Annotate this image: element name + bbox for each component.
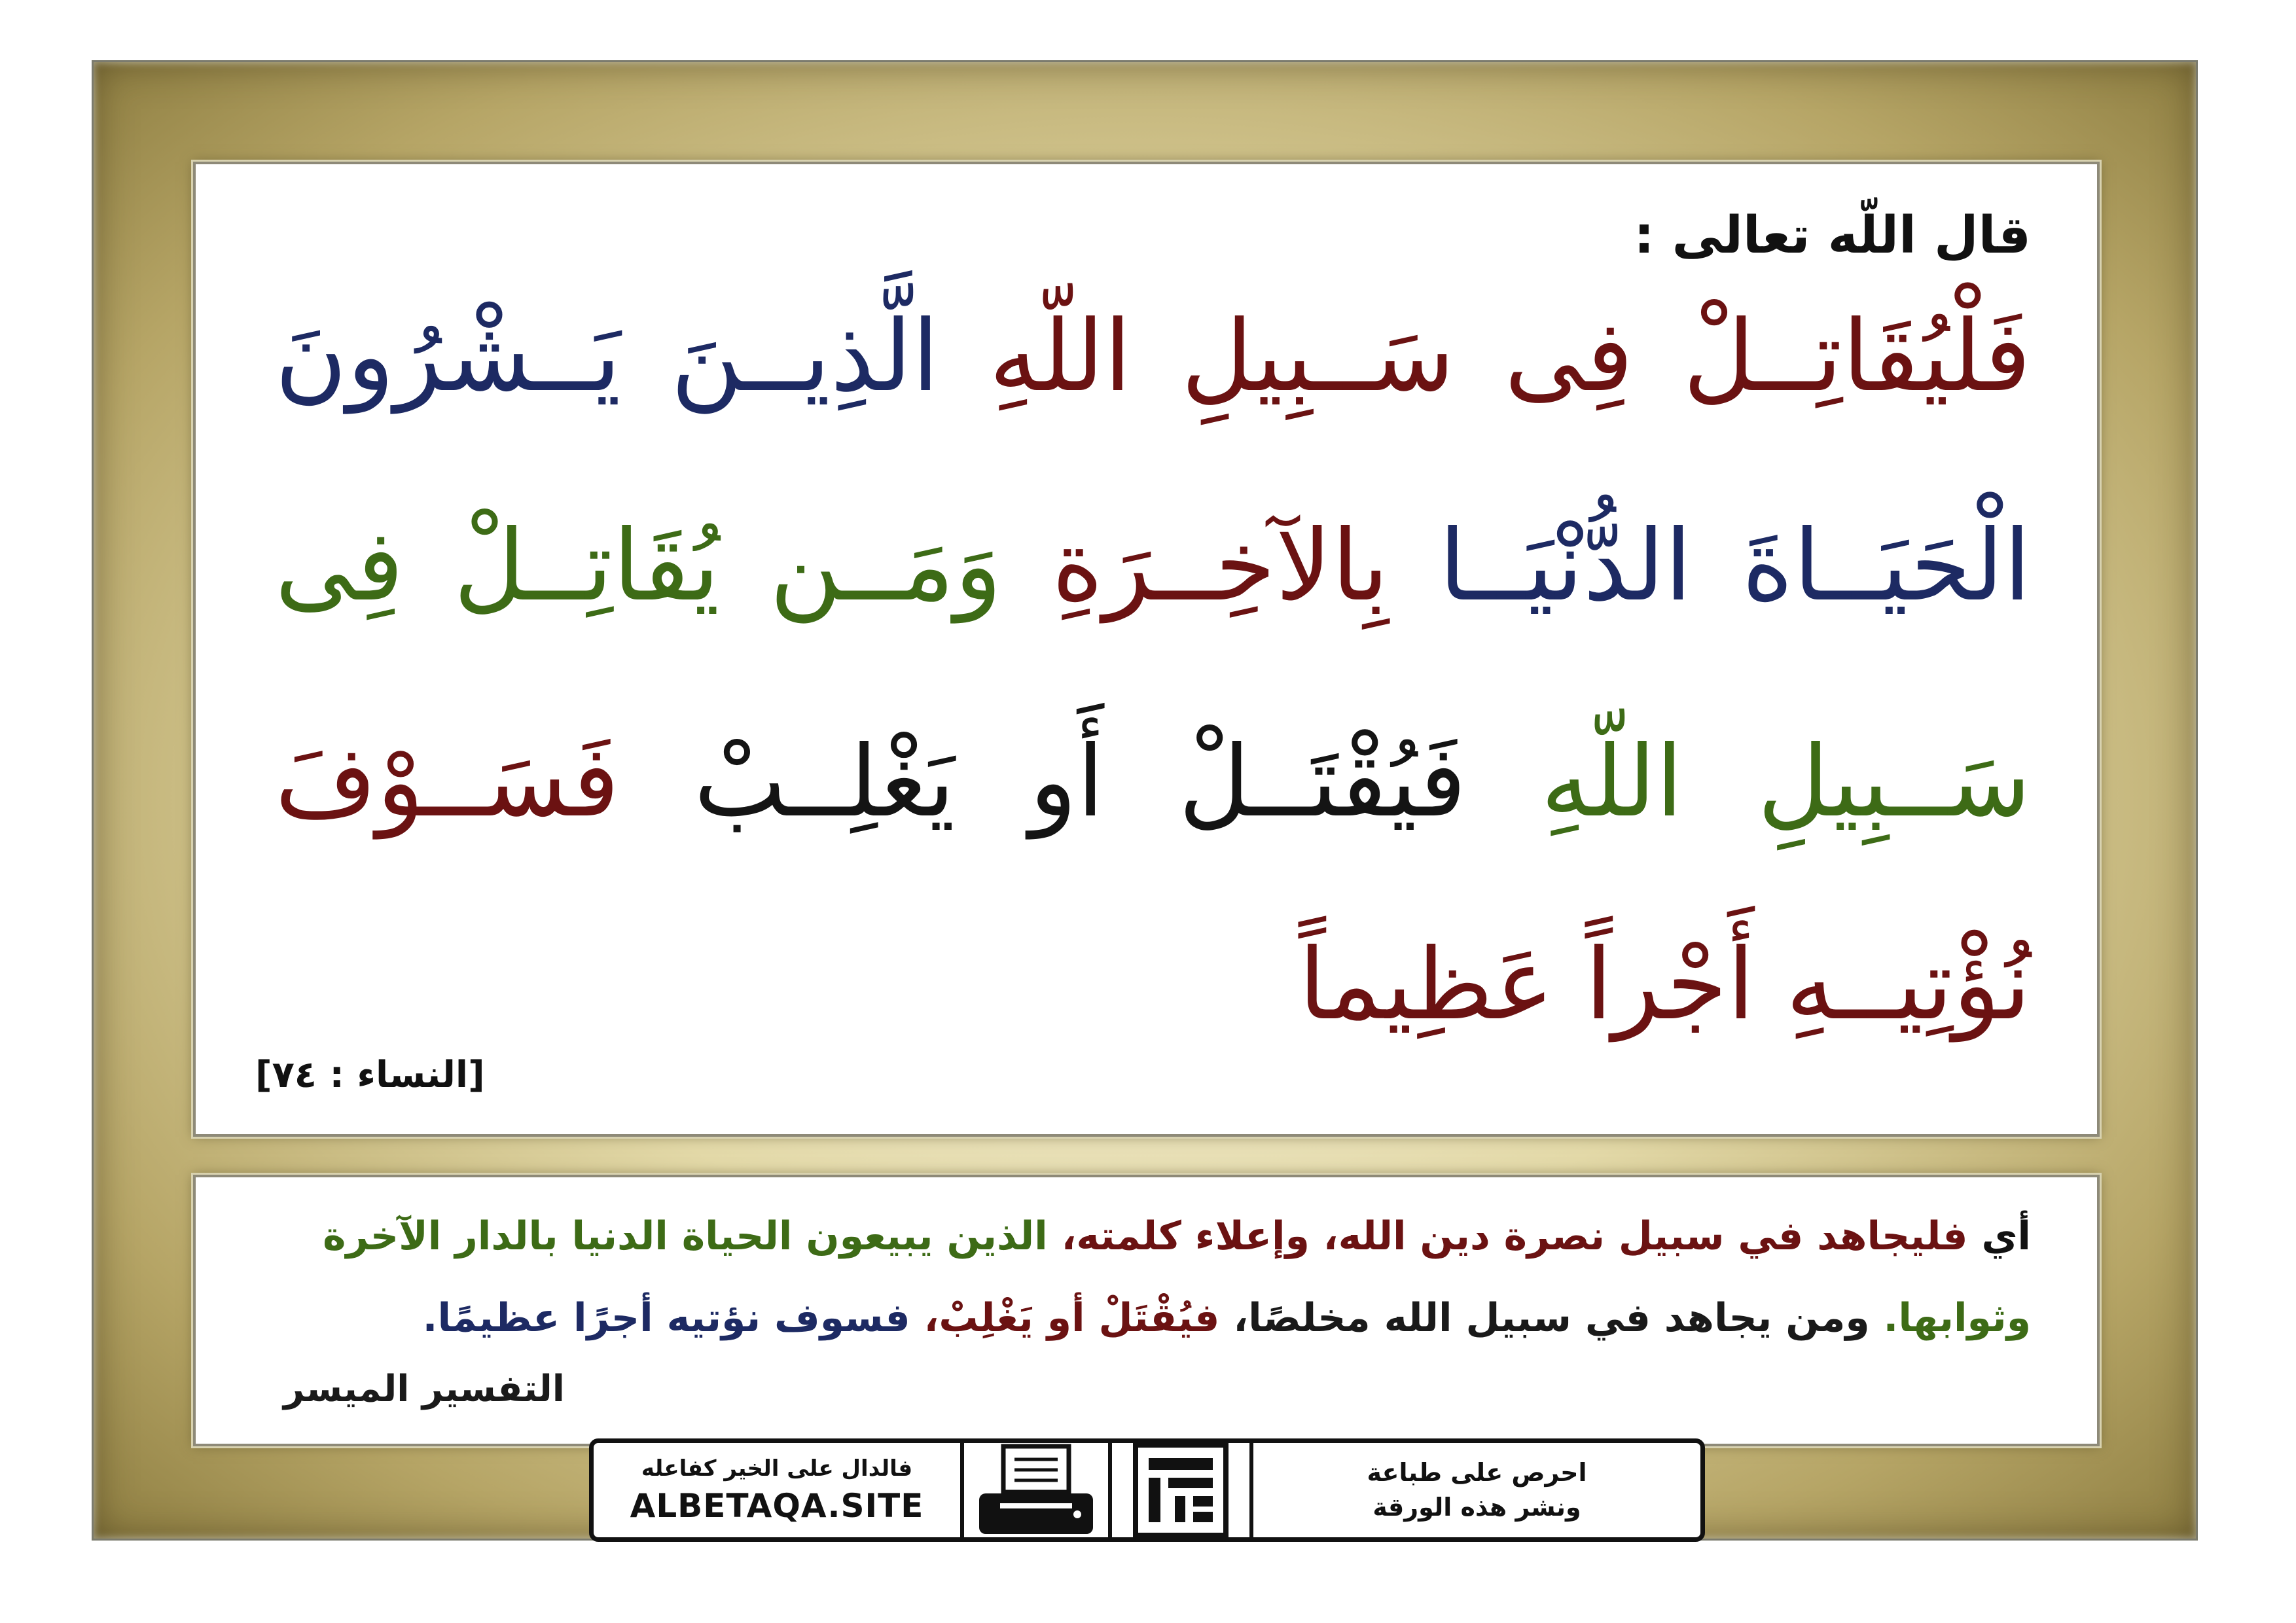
tafsir-line-1 [259,1211,2031,1262]
verse-line-1 [275,300,2031,414]
footer-print-line-1: احرص على طباعة [1367,1457,1587,1487]
verse-segment: فَلْيُقَاتِــلْ فِى سَــبِيلِ اللّهِ [989,300,2031,414]
footer-site-link[interactable]: ALBETAQA.SITE [630,1487,924,1525]
verse-segment: فَسَــوْفَ [275,725,620,839]
footer-site-block [594,1455,960,1525]
verse-heading: قال اللّه تعالى : [1634,206,2031,265]
verse-segment: فَيُقْتَــلْ أَو يَغْلِــبْ [694,725,1467,839]
verse-segment: سَــبِيلِ اللّهِ [1541,725,2031,839]
footer-print-line-2: ونشر هذه الورقة [1372,1493,1581,1522]
verse-segment: بِالآخِــرَةِ [1052,509,1390,623]
tafsir-line-2 [259,1293,2031,1344]
tafsir-segment: فسوف نؤتيه أجرًا عظيمًا. [422,1295,910,1341]
footer-print-note [1253,1455,1700,1525]
tafsir-segment: أي [1981,1213,2031,1259]
printer-icon [964,1441,1108,1539]
dawah-logo [1112,1441,1249,1539]
footer-banner [589,1438,1705,1542]
tafsir-segment: فيُقْتَلْ أو يَغْلِبْ، [924,1295,1220,1341]
verse-segment: الْحَيَــاةَ الدُّنْيَــا [1439,509,2031,623]
verse-reference: [النساء : ٧٤] [255,1054,485,1096]
tafsir-segment: الذين يبيعون الحياة الدنيا بالدار الآخرة [323,1213,1048,1259]
verse-segment: الَّذِيــنَ يَــشْرُونَ [275,300,939,414]
tafsir-source: التفسير الميسر [283,1368,565,1410]
tafsir-segment: ومن يجاهد في سبيل الله مخلصًا، [1233,1295,1870,1341]
verse-line-4 [275,928,2031,1042]
tafsir-segment: فليجاهد في سبيل نصرة دين الله، وإعلاء كلمته، [1061,1213,1968,1259]
verse-segment: وَمَــن يُقَاتِــلْ فِى [275,509,1002,623]
verse-line-3 [275,725,2031,839]
verse-line-2 [275,509,2031,623]
footer-slogan: فالدال على الخير كفاعله [641,1455,913,1482]
verse-segment: نُؤْتِيــهِ أَجْراً عَظِيماً [1299,928,2031,1042]
tafsir-segment: وثوابها. [1883,1295,2031,1341]
